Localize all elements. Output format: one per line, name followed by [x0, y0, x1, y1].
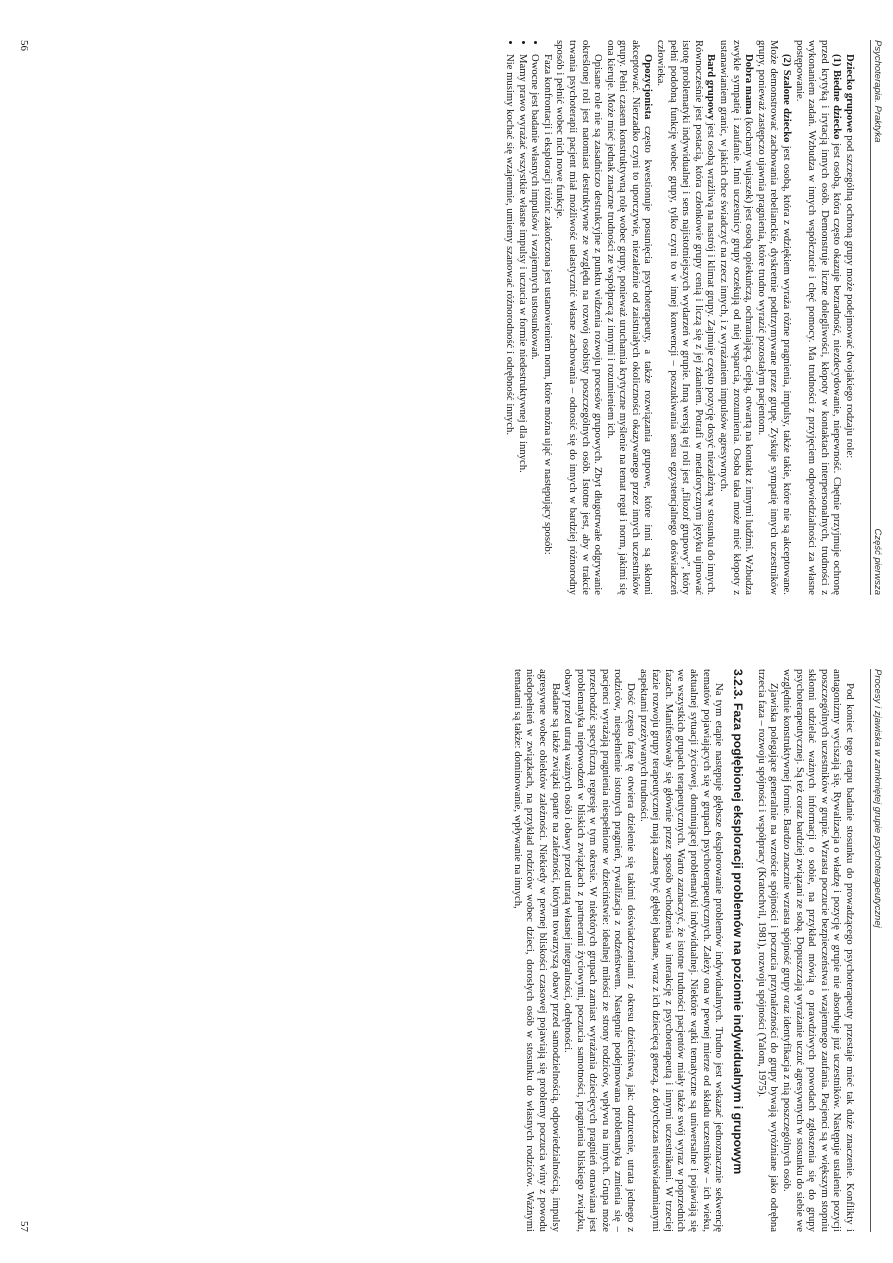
paragraph: Zjawiska polegające generalnie na wzroście spójności i poczucia przynależności do grupy bywają wyróżniane jako odrębna trzecia faza – rozwoju spójności i współpracy (Kratochvil, 1981), rozwoju spójności (Yalom, 1975).	[755, 669, 781, 1232]
running-head-right: Część pierwsza	[872, 528, 883, 595]
paragraph: Badane są także związki oparte na zależności, którym towarzyszą obawy przed samodzielnością, odpowiedzialnością, impulsy agresywne wobec obiektów zależności. Niekiedy w pewnej bliskości czasowej pojawiają się problemy poczucia winy z powodu niedopełnień w związkach, na przykład rodziców wobec dzieci, dorosłych osób w stosunku do własnych rodziców. Ważnymi tematami są także: dominowanie, wpływanie na innych,	[511, 669, 562, 1232]
running-head: Procesy i zjawiska w zamkniętej grupie psychoterapeutycznej	[872, 669, 883, 928]
paragraph: Pod koniec tego etapu badanie stosunku do prowadzącego psychoterapeuty przestaje mieć tak duże znaczenie. Konflikty i antagonizmy wyciszają się. Rywalizacja o władzę i pozycję w grupie nie absorbuje już uczestników. Następuje ustalenie pozycji poszczególnych uczestników w grupie. Wzrasta poczucie bezpieczeństwa i wzajemnego zaufania. Pacjenci są w większym stopniu skłonni udzielać ważnych informacji o sobie, na przykład mówią o prawdziwych powodach zgłoszenia się do grupy psychoterapeutycznej. Są też coraz bardziej związani ze sobą. Dopuszczają wyrażanie uczuć agresywnych w stosunku do siebie we względnie konstruktywnej formie. Bardzo znacznie wzrasta spójność grupy oraz identyfikacja z nią poszczególnych osób.	[781, 669, 856, 1232]
page-header	[870, 40, 883, 595]
role-term: Dobra mama	[743, 54, 756, 115]
section-heading: 3.2.3. Faza pogłębionej eksploracji problemów na poziomie indywidualnym i grupowym	[731, 669, 746, 1175]
paragraph: Dość często fazę tę otwiera dzielenie się takimi doświadczeniami z okresu dzieciństwa, jak: odrzucenie, utrata jednego z rodziców, niespełnienie istotnych pragnień, rywalizacja z rodzeństwem. Następnie podejmowana problematyka zmienia się – pacjenci wyrażają pragnienia niespełnione w dzieciństwie: idealnej miłości ze strony rodziców, wpływu na innych. Grupa może przechodzić specyficzną regresję w tym okresie. W niektórych grupach zamiast wyrażania dziecięcych pragnień omawiana jest problematyka niepowodzeń w bliskich związkach z partnerami życiowymi, poczucia samotności, pragnienia bliskiego związku, obawy przed utratą ważnych osób i obawy przed utratą własnej integralności, odrębności.	[562, 669, 638, 1232]
paragraph: Opisane role nie są zasadniczo destrukcyjne z punktu widzenia rozwoju procesów grupowych. Zbyt długotrwałe odgrywanie określonej roli jest natomiast destruktywne ze względu na rozwój osobisty poszczególnych osób. Istotne jest, aby w trakcie trwania psychoterapii pacjent miał możliwość uelastycznić własne zachowania – odnosić się do innych w bardziej różnorodny sposób i pełnić wobec nich nowe funkcje.	[554, 40, 605, 595]
paragraph: Opozycjonista często kwestionuje posunięcia psychoterapeuty, a także rozwiązania grupowe, które inni są skłonni akceptować. Nierzadko czyni to uporczywie, niezależnie od zaistniałych okoliczności okazywanego przez innych uczestników grupy. Pełni czasem konstruktywną rolę wobec grupy, ponieważ uruchamia krytyczne myślenie na temat reguł i norm, jakimi się ona kieruje. Może mieć jednak znaczne trudności ze współpracą z innymi i rozumieniem ich.	[604, 40, 655, 595]
paragraph: Na tym etapie następuje głębsze eksplorowanie problemów indywidualnych. Trudno jest wskazać jednoznacznie sekwencję tematów pojawiających się w grupach psychoterapeutycznych. Zależy ona w pewnej mierze od składu uczestników – ich wieku, aktualnej sytuacji życiowej, dominującej problematyki indywidualnej. Niektóre wątki tematyczne są uniwersalne i pojawiają się we wszystkich grupach terapeutycznych. Warto zaznaczyć, że istotne trudności pacjentów miały także swój wyraz w poprzednich fazach. Manifestowały się głównie przez sposób wchodzenia w interakcję z psychoterapeutą i innymi uczestnikami. W trzeciej fazie rozwoju grupy terapeutycznej mają szansę być głębiej badane, wraz z ich dziecięcą genezą, z dotychczas nieuświadamianymi aspektami przeżywanych trudności.	[637, 669, 726, 1232]
paragraph: Bard grupowy jest osobą wrażliwą na nastrój i klimat grupy. Zajmuje często pozycję dosyć niezależną w stosunku do innych. Równocześnie jest postacią, która członkowie grupy cenią i liczą się z jej zdaniem. Potrafi w metaforycznym języku ujmować istotę problematyki indywidualnej i sens najistotniejszych wydarzeń w grupie. Inną wersją tej roli jest „filozof grupowy”, który pełni podobną funkcję wobec grupy, tylko czyni to w innej konwencji – poszukiwania sensu egzystencjalnego doświadczeń człowieka.	[655, 40, 718, 595]
role-term: Opozycjonista	[642, 54, 655, 120]
paragraph: (1) Biedne dziecko jest osobą, która często okazuje bezradność, niezdecydowanie, niepewność. Chętnie przyjmuje ochronę przed krytyką i irytacją innych osób. Demonstruje liczne dolegliwości, kłopoty w kontaktach interpersonalnych, trudności z wykonaniem zadań. Wzbudza w innych współczucie i chęć pomocy. Ma trudności z przyjęciem odpowiedzialności za własne postępowanie.	[793, 40, 844, 595]
running-head-left: Psychoterapia. Praktyka	[872, 40, 883, 143]
list-item: • Owocne jest badanie własnych impulsów i wzajemnych ustosunkowań.	[529, 54, 542, 595]
paragraph: (2) Szalone dziecko jest osobą, która z wdziękiem wyraża różne pragnienia, impulsy, także takie, które nie są akceptowane. Może demonstrować zachowania rebelianckie, dyskretnie podtrzymywane przez grupę. Zyskuje sympatię innych uczestników grupy, ponieważ zastępczo ujawnia pragnienia, które trudno wyrazić pozostałym pacjentom.	[755, 40, 794, 595]
list-item: • Mamy prawo wyrażać wszystkie własne impulsy i uczucia w formie niedestruktywnej dla innych.	[516, 54, 529, 595]
page-number: 57	[18, 1221, 30, 1232]
page-number: 56	[18, 40, 30, 51]
paragraph: Dziecko grupowe pod szczególną ochroną grupy może podejmować dwojakiego rodzaju role:	[844, 54, 856, 459]
role-term: Dziecko grupowe	[844, 54, 856, 133]
left-page	[0, 0, 893, 631]
body-text	[503, 40, 856, 595]
list-item: • Nie musimy kochać się wzajemnie, umiemy szanować różnorodność i odrębność innych.	[503, 54, 516, 595]
role-term: Bard grupowy	[705, 54, 718, 121]
norms-list	[503, 40, 541, 595]
page-header	[870, 669, 883, 1232]
paragraph: Dobra mama (kochany wujaszek) jest osobą opiekuńczą, ochraniającą, ciepłą, otwartą na kontakt z innymi ludźmi. Wzbudza zwykle sympatię i zaufanie. Inni uczestnicy grupy oczekują od niej wsparcia, zrozumienia. Osoba taka może mieć kłopoty z ustanawianiem granic, w jakich chce świadczyć na rzecz innych, i z wyrażaniem impulsów agresywnych.	[718, 40, 756, 595]
paragraph: Faza konfrontacji i eksploracji różnic zakończona jest ustanowieniem norm, które można ująć w następujący sposób:	[541, 54, 554, 555]
body-text	[511, 669, 856, 1232]
role-term: (1) Biedne dziecko	[831, 54, 844, 140]
right-page	[0, 631, 893, 1262]
role-term: (2) Szalone dziecko	[781, 54, 794, 143]
